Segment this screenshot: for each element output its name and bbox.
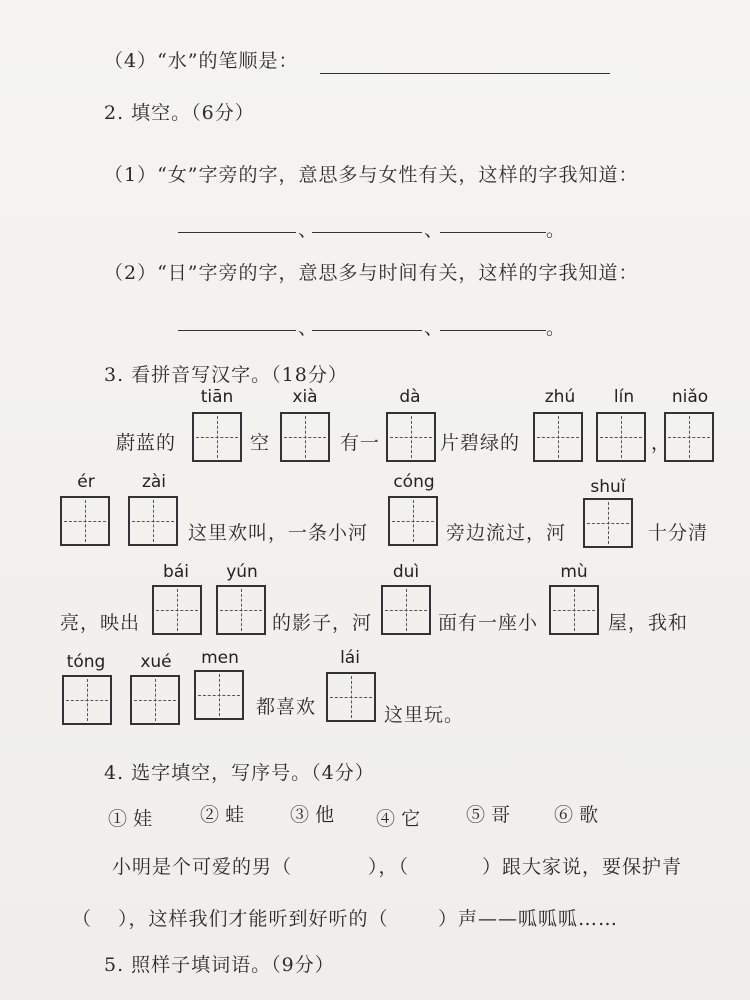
q4-title: 4. 选字填空，写序号。（4分） xyxy=(104,762,375,784)
pinyin-label: zài xyxy=(141,472,167,492)
tianzige-box-shui[interactable] xyxy=(583,498,633,548)
q2-item2-sep-2: 、 xyxy=(424,317,445,339)
q1-item4-answer-line[interactable] xyxy=(320,73,610,74)
tianzige-box-da[interactable] xyxy=(386,412,436,462)
pinyin-label: tóng xyxy=(66,652,106,672)
q2-item2-sep-1: 、 xyxy=(298,317,319,339)
tianzige-box-tian[interactable] xyxy=(192,412,242,462)
q3-text-l1e: ， xyxy=(651,432,672,454)
q4-option-1: ① 娃 xyxy=(108,808,153,830)
q2-item2-text: （2）“日”字旁的字，意思多与时间有关，这样的字我知道： xyxy=(104,262,639,284)
tianzige-box-men[interactable] xyxy=(194,670,244,720)
tianzige-box-dui[interactable] xyxy=(381,585,431,635)
pinyin-label: zhú xyxy=(544,387,576,407)
tianzige-box-bai[interactable] xyxy=(152,585,202,635)
tianzige-box-lin[interactable] xyxy=(596,412,646,462)
q2-item1-sep-1: 、 xyxy=(298,219,319,241)
pinyin-label: cóng xyxy=(393,472,435,492)
pinyin-label: mù xyxy=(560,562,588,582)
tianzige-box-er[interactable] xyxy=(60,496,110,546)
tianzige-box-cong[interactable] xyxy=(388,496,438,546)
pinyin-label: yún xyxy=(226,562,258,582)
tianzige-box-mu[interactable] xyxy=(549,585,599,635)
pinyin-label: dà xyxy=(399,387,421,407)
q3-text-l2b: 旁边流过，河 xyxy=(446,522,567,544)
q4-option-2: ② 蛙 xyxy=(200,804,245,826)
q3-text-l3a: 亮，映出 xyxy=(60,612,141,634)
q2-item1-blank-2[interactable] xyxy=(312,232,422,233)
q2-item1-text: （1）“女”字旁的字，意思多与女性有关，这样的字我知道： xyxy=(104,164,639,186)
pinyin-label: shuǐ xyxy=(590,477,626,497)
q3-text-l3d: 屋，我和 xyxy=(608,612,689,634)
q3-text-l1c: 有一 xyxy=(340,432,381,454)
pinyin-label: xià xyxy=(292,387,318,407)
q3-title: 3. 看拼音写汉字。（18分） xyxy=(104,364,348,386)
q2-item2-blank-3[interactable] xyxy=(440,330,546,331)
q2-item1-end: 。 xyxy=(546,219,567,241)
tianzige-box-tong[interactable] xyxy=(62,675,112,725)
q4-sentence2-part3: ）声——呱呱呱…… xyxy=(438,908,619,930)
tianzige-box-zhu[interactable] xyxy=(533,412,583,462)
tianzige-box-niao[interactable] xyxy=(664,412,714,462)
q2-item2-blank-1[interactable] xyxy=(178,330,296,331)
q3-text-l4a: 都喜欢 xyxy=(256,696,317,718)
q4-option-5: ⑤ 哥 xyxy=(466,804,511,826)
pinyin-label: xué xyxy=(140,652,172,672)
q4-sentence1-part2: ），（ xyxy=(368,856,410,878)
q3-text-l4b: 这里玩。 xyxy=(384,704,465,726)
q4-option-4: ④ 它 xyxy=(376,808,421,830)
q4-sentence1-part1: 小明是个可爱的男（ xyxy=(112,856,293,878)
q2-item2-blank-2[interactable] xyxy=(312,330,422,331)
pinyin-label: ér xyxy=(77,472,95,492)
pinyin-label: niǎo xyxy=(671,387,709,407)
q3-text-l3c: 面有一座小 xyxy=(438,612,539,634)
q3-text-l1b: 空 xyxy=(250,432,271,454)
q4-option-6: ⑥ 歌 xyxy=(554,804,599,826)
pinyin-label: bái xyxy=(163,562,189,582)
pinyin-label: tiān xyxy=(200,387,234,407)
q4-sentence2-part2: ），这样我们才能听到好听的（ xyxy=(118,908,389,930)
q1-item4-text: （4）“水”的笔顺是： xyxy=(104,50,299,72)
q3-text-l1a: 蔚蓝的 xyxy=(116,432,177,454)
q3-text-l2a: 这里欢叫，一条小河 xyxy=(188,522,369,544)
q3-text-l2c: 十分清 xyxy=(648,522,709,544)
tianzige-box-xue[interactable] xyxy=(130,675,180,725)
tianzige-box-yun[interactable] xyxy=(216,585,266,635)
q4-sentence2-part1: （ xyxy=(72,908,93,930)
tianzige-box-zai[interactable] xyxy=(128,496,178,546)
tianzige-box-lai[interactable] xyxy=(326,672,376,722)
pinyin-label: lái xyxy=(340,648,360,668)
q2-item1-blank-1[interactable] xyxy=(178,232,296,233)
q3-text-l1d: 片碧绿的 xyxy=(440,432,521,454)
q3-text-l3b: 的影子，河 xyxy=(272,612,373,634)
q4-option-3: ③ 他 xyxy=(290,804,335,826)
q2-item2-end: 。 xyxy=(546,317,567,339)
q5-title: 5. 照样子填词语。（9分） xyxy=(104,954,335,976)
pinyin-label: duì xyxy=(392,562,420,582)
q2-item1-sep-2: 、 xyxy=(424,219,445,241)
tianzige-box-xia[interactable] xyxy=(280,412,330,462)
pinyin-label: lín xyxy=(613,387,635,407)
q4-sentence1-part3: ）跟大家说，要保护青 xyxy=(482,856,683,878)
q2-item1-blank-3[interactable] xyxy=(440,232,546,233)
q2-title: 2. 填空。（6分） xyxy=(104,102,255,124)
pinyin-label: men xyxy=(201,648,239,668)
